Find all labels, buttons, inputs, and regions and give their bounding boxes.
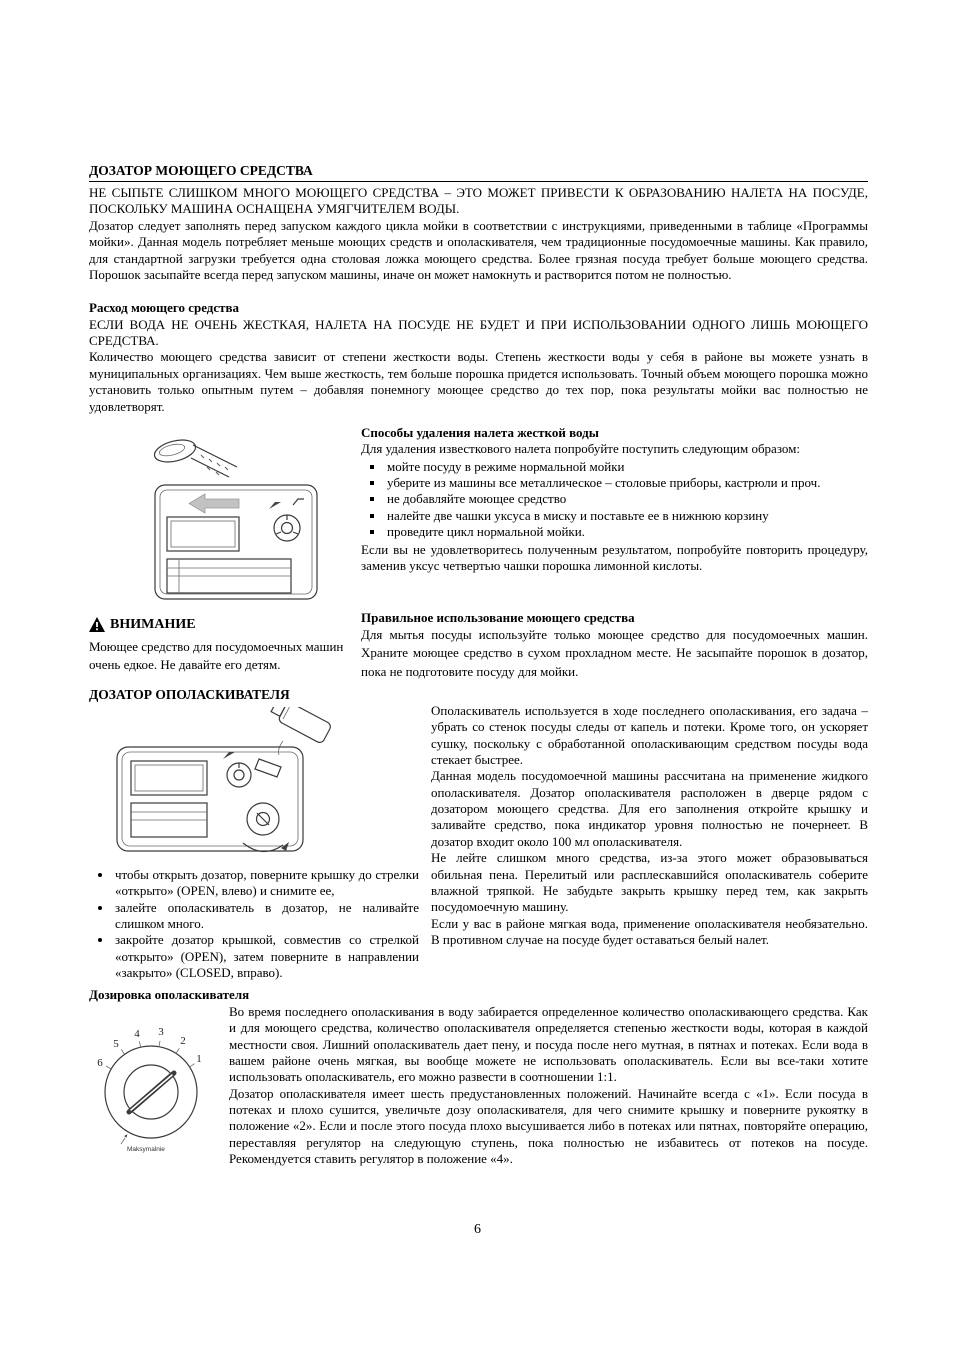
heading-hardwater-removal: Способы удаления налета жесткой воды	[361, 424, 599, 440]
rinse-body-2: Данная модель посудомоечной машины рассчитана на применение жидкого ополаскивателя. Дозатор ополаскивателя расположен в дверце рядом с дозатором моющего средства. Для его заполнения откройте крышку и заливайте средство, пока индикатор уровня полностью не почернеет. В дозатор входит около 100 мл ополаскивателя.	[431, 768, 868, 849]
row-dosage	[89, 1004, 868, 1168]
heading-proper-use: Правильное использование моющего средства	[361, 609, 635, 625]
dosage-body-2: Дозатор ополаскивателя имеет шесть предустановленных положений. Начинайте всегда с «1». Если посуда в потеках и плохо сушится, увеличьте дозу ополаскивателя, для чего снимите крышку и поверните рукоятку в положение «2». Если и после этого посуда плохо высушивается либо в потеках или пятнах, повторяйте операцию, переставляя регулятор на следующую ступень, пока полностью не избавитесь от потеков на посуде. Рекомендуется ставить регулятор в положение «4».	[229, 1085, 868, 1167]
attention-heading	[89, 616, 347, 634]
proper-use-body: Для мытья посуды используйте только моющее средство для посудомоечных машин. Храните моющее средство в сухом прохладном месте. Не засыпайте порошок в дозатор, пока не подготовите посуду для мойки.	[361, 627, 868, 679]
detergent-illustration-column	[89, 425, 361, 605]
section-title-detergent-dispenser: ДОЗАТОР МОЮЩЕГО СРЕДСТВА	[89, 162, 868, 182]
hardwater-intro: Для удаления известкового налета попробуйте поступить следующим образом:	[361, 441, 800, 457]
warning-icon	[89, 617, 105, 632]
dial-illustration-column	[89, 1004, 229, 1162]
rinse-body-4: Если у вас в районе мягкая вода, применение ополаскивателя необязательно. В противном случае на посуде будет оставаться белый налет.	[431, 915, 868, 948]
rinse-bullet: • чтобы открыть дозатор, поверните крышку до стрелки «открыто» (OPEN, влево) и снимите ее,	[113, 867, 419, 900]
dial-number: 5	[113, 1037, 119, 1050]
dial-number: 6	[97, 1056, 103, 1069]
hardwater-outro: Если вы не удовлетворитесь полученным результатом, попробуйте повторить процедуру, заменив уксус четвертью чашки порошка лимонной кислоты.	[361, 541, 868, 573]
dial-number: 1	[196, 1052, 202, 1065]
attention-block	[89, 616, 347, 675]
hardwater-bullet: ▪ проведите цикл нормальной мойки.	[385, 524, 868, 540]
rinse-dispenser-drawing	[111, 707, 361, 859]
hardwater-bullet: ▪ уберите из машины все металлическое – столовые приборы, кастрюли и проч.	[385, 475, 868, 491]
rinse-bullet: • закройте дозатор крышкой, совместив со стрелкой «открыто» (OPEN), затем поверните в направлении «закрыто» (CLOSED, вправо).	[113, 932, 419, 981]
section-title-rinse-dispenser: ДОЗАТОР ОПОЛАСКИВАТЕЛЯ	[89, 686, 290, 702]
hardwater-column	[361, 425, 868, 574]
row-rinse	[89, 703, 868, 983]
heading-rinse-dosage: Дозировка ополаскивателя	[89, 987, 250, 1003]
attention-text: Моющее средство для посудомоечных машин очень едкое. Не давайте его детям.	[89, 638, 344, 673]
row-attention	[89, 610, 868, 681]
hardwater-bullet: ▪ не добавляйте моющее средство	[385, 491, 868, 507]
page-content	[89, 162, 868, 1168]
detergent-warning-caps: НЕ СЫПЬТЕ СЛИШКОМ МНОГО МОЮЩЕГО СРЕДСТВА – ЭТО МОЖЕТ ПРИВЕСТИ К ОБРАЗОВАНИЮ НАЛЕТА НА ПОСУДЕ, ПОСКОЛЬКУ МАШИНА ОСНАЩЕНА УМЯГЧИТЕЛЕМ ВОДЫ.	[89, 185, 868, 217]
hardwater-bullet: ▪ налейте две чашки уксуса в миску и поставьте ее в нижнюю корзину	[385, 508, 868, 524]
detergent-dispenser-drawing	[141, 433, 336, 605]
dial-max-label: Maksymalnie	[127, 1145, 165, 1153]
rinse-bullet: • залейте ополаскиватель в дозатор, не наливайте слишком много.	[113, 900, 419, 933]
dosage-text-column	[229, 1004, 868, 1168]
rinse-dispenser-illustration	[89, 703, 431, 859]
rinse-body-3: Не лейте слишком много средства, из-за этого может образовываться обильная пена. Перелитый или расплескавшийся ополаскиватель соберите влажной тряпкой. Не забудьте закрыть крышку перед тем, как закрыть посудомоечную машину.	[431, 850, 868, 915]
rinse-illustration-column	[89, 703, 431, 983]
rinse-bullet-list	[89, 867, 419, 982]
hardwater-bullet: ▪ мойте посуду в режиме нормальной мойки	[385, 459, 868, 475]
dosage-body-1: Во время последнего ополаскивания в воду забирается определенное количество ополаскивающего средства. Как и для моющего средства, количество ополаскивателя определяется степенью жесткости воды, которая в каждой местности своя. Лишний ополаскиватель дает пену, и посуда после него мутная, в пятнах и потеках. Если вода в вашем районе очень мягкая, вы вообще можете не использовать ополаскиватель. Если вы все-таки хотите использовать ополаскиватель, его можно развести в соотношении 1:1.	[229, 1003, 868, 1085]
attention-label: ВНИМАНИЕ	[110, 616, 196, 632]
rinse-text-column	[431, 703, 868, 949]
heading-detergent-consumption: Расход моющего средства	[89, 300, 240, 316]
detergent-body: Дозатор следует заполнять перед запуском каждого цикла мойки в соответствии с инструкциями, приведенными в таблице «Программы мойки». Данная модель потребляет меньше моющих средств и ополаскивателя, чем традиционные посудомоечные машины. Как правило, для стандартной загрузки требуется одна столовая ложка моющего средства. Более грязная посуда требует больше моющего средства. Порошок засыпайте всегда перед запуском машины, иначе он может намокнуть и растворится потом не полностью.	[89, 217, 868, 282]
consumption-caps: ЕСЛИ ВОДА НЕ ОЧЕНЬ ЖЕСТКАЯ, НАЛЕТА НА ПОСУДЕ НЕ БУДЕТ И ПРИ ИСПОЛЬЗОВАНИИ ОДНОГО ЛИШЬ МОЮЩЕГО СРЕДСТВА.	[89, 316, 868, 348]
hardwater-bullet-list	[361, 459, 868, 541]
dosage-dial-illustration	[89, 1004, 229, 1162]
dial-number: 4	[134, 1027, 140, 1040]
page-number: 6	[474, 1222, 481, 1237]
consumption-body: Количество моющего средства зависит от степени жесткости воды. Степень жесткости воды у себя в районе вы можете узнать в муниципальных организациях. Чем выше жесткость, тем больше порошка придется использовать. Точный объем моющего порошка можно установить только опытным путем – добавляя понемногу моющее средство до тех пор, пока результаты мойки вас полностью не удовлетворят.	[89, 349, 868, 414]
detergent-dispenser-illustration	[89, 425, 361, 605]
dial-number: 3	[158, 1025, 164, 1038]
row-detergent-illustration	[89, 425, 868, 605]
proper-use-column	[361, 610, 868, 681]
rinse-body-1: Ополаскиватель используется в ходе последнего ополаскивания, его задача – убрать со стенок посуды следы от капель и потеки. Кроме того, он ускоряет сушку, поскольку с обработанной ополаскивающим средством посуды вода стекает быстрее.	[431, 702, 868, 767]
dial-number: 2	[180, 1034, 186, 1047]
attention-column	[89, 610, 361, 675]
dosage-dial-drawing	[91, 1020, 213, 1162]
